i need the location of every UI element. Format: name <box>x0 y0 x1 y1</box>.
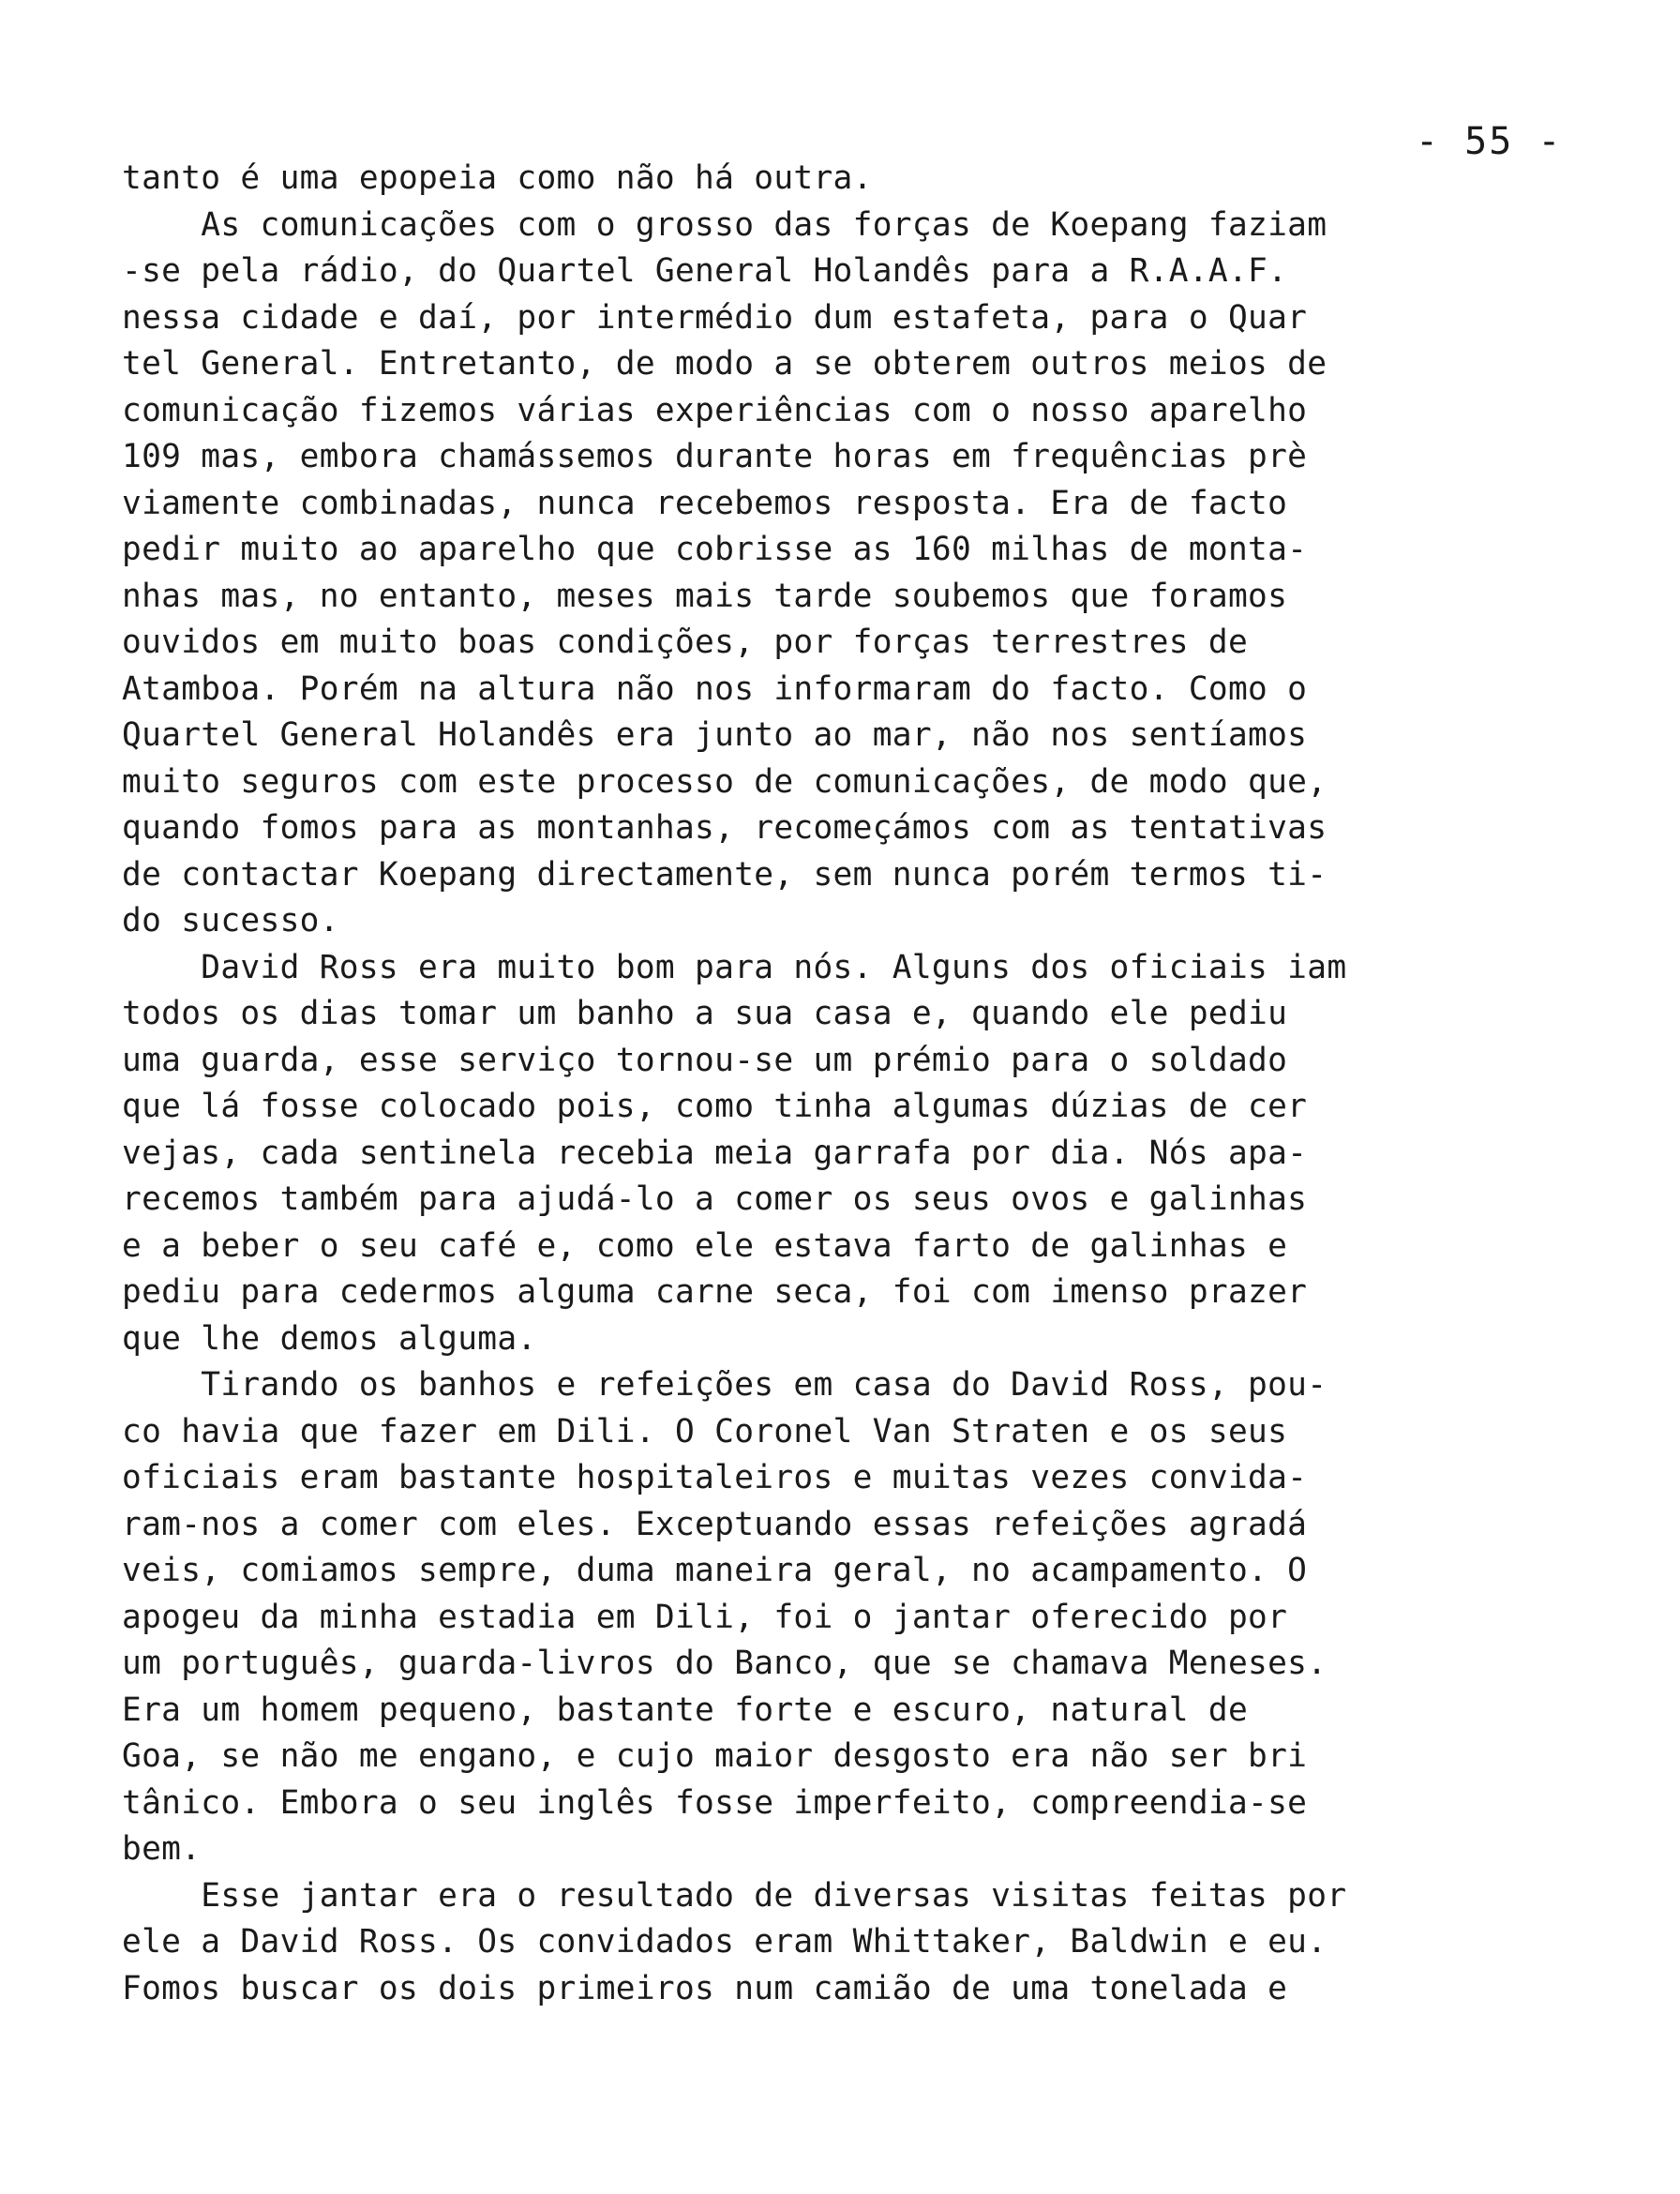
typed-text-body <box>122 156 1566 2012</box>
text-line: um português, guarda-livros do Banco, que se chamava Meneses. <box>122 1645 1328 1682</box>
text-line: 109 mas, embora chamássemos durante horas em frequências prè <box>122 438 1308 475</box>
text-line: David Ross era muito bom para nós. Alguns dos oficiais iam <box>122 948 1347 986</box>
text-line: oficiais eram bastante hospitaleiros e muitas vezes convida- <box>122 1459 1308 1496</box>
text-line: Atamboa. Porém na altura não nos informaram do facto. Como o <box>122 669 1308 708</box>
text-line: recemos também para ajudá-lo a comer os seus ovos e galinhas <box>122 1180 1308 1218</box>
text-line: Esse jantar era o resultado de diversas visitas feitas por <box>122 1876 1347 1915</box>
text-line: quando fomos para as montanhas, recomeçámos com as tentativas <box>122 809 1328 847</box>
text-line: Tirando os banhos e refeições em casa do David Ross, pou- <box>122 1366 1328 1404</box>
text-line: viamente combinadas, nunca recebemos resposta. Era de facto <box>122 484 1288 522</box>
text-line: ele a David Ross. Os convidados eram Whittaker, Baldwin e eu. <box>122 1923 1328 1961</box>
text-line: muito seguros com este processo de comunicações, de modo que, <box>122 762 1328 801</box>
text-line: bem. <box>122 1830 202 1868</box>
text-line: pedir muito ao aparelho que cobrisse as 160 milhas de monta- <box>122 531 1308 568</box>
text-line: tânico. Embora o seu inglês fosse imperfeito, compreendia-se <box>122 1783 1308 1822</box>
text-line: que lá fosse colocado pois, como tinha algumas dúzias de cer <box>122 1088 1308 1125</box>
text-line: Quartel General Holandês era junto ao mar, não nos sentíamos <box>122 716 1308 754</box>
text-line: -se pela rádio, do Quartel General Holandês para a R.A.A.F. <box>122 252 1288 290</box>
text-line: As comunicações com o grosso das forças de Koepang faziam <box>122 205 1328 244</box>
text-line: apogeu da minha estadia em Dili, foi o jantar oferecido por <box>122 1598 1288 1636</box>
text-line: Goa, se não me engano, e cujo maior desgosto era não ser bri <box>122 1737 1308 1775</box>
text-line: nhas mas, no entanto, meses mais tarde soubemos que foramos <box>122 577 1288 615</box>
text-line: que lhe demos alguma. <box>122 1319 537 1358</box>
text-line: de contactar Koepang directamente, sem nunca porém termos ti- <box>122 855 1328 894</box>
text-line: do sucesso. <box>122 902 339 939</box>
text-line: e a beber o seu café e, como ele estava farto de galinhas e <box>122 1226 1288 1265</box>
text-line: ouvidos em muito boas condições, por forças terrestres de <box>122 624 1249 661</box>
text-line: ram-nos a comer com eles. Exceptuando essas refeições agradá <box>122 1505 1308 1543</box>
text-line: uma guarda, esse serviço tornou-se um prémio para o soldado <box>122 1041 1288 1079</box>
text-line: todos os dias tomar um banho a sua casa e, quando ele pediu <box>122 995 1288 1032</box>
text-line: veis, comiamos sempre, duma maneira geral, no acampamento. O <box>122 1552 1308 1589</box>
text-line: tel General. Entretanto, de modo a se obterem outros meios de <box>122 345 1328 383</box>
text-line: Fomos buscar os dois primeiros num camião de uma tonelada e <box>122 1969 1288 2007</box>
text-line: nessa cidade e daí, por intermédio dum estafeta, para o Quar <box>122 298 1308 337</box>
text-line: co havia que fazer em Dili. O Coronel Van Straten e os seus <box>122 1412 1288 1450</box>
text-line: comunicação fizemos várias experiências com o nosso aparelho <box>122 391 1308 429</box>
text-line: Era um homem pequeno, bastante forte e escuro, natural de <box>122 1691 1249 1729</box>
text-line: tanto é uma epopeia como não há outra. <box>122 159 873 197</box>
text-line: pediu para cedermos alguma carne seca, foi com imenso prazer <box>122 1273 1308 1311</box>
text-line: vejas, cada sentinela recebia meia garrafa por dia. Nós apa- <box>122 1134 1308 1172</box>
page-number: - 55 - <box>1416 120 1563 163</box>
